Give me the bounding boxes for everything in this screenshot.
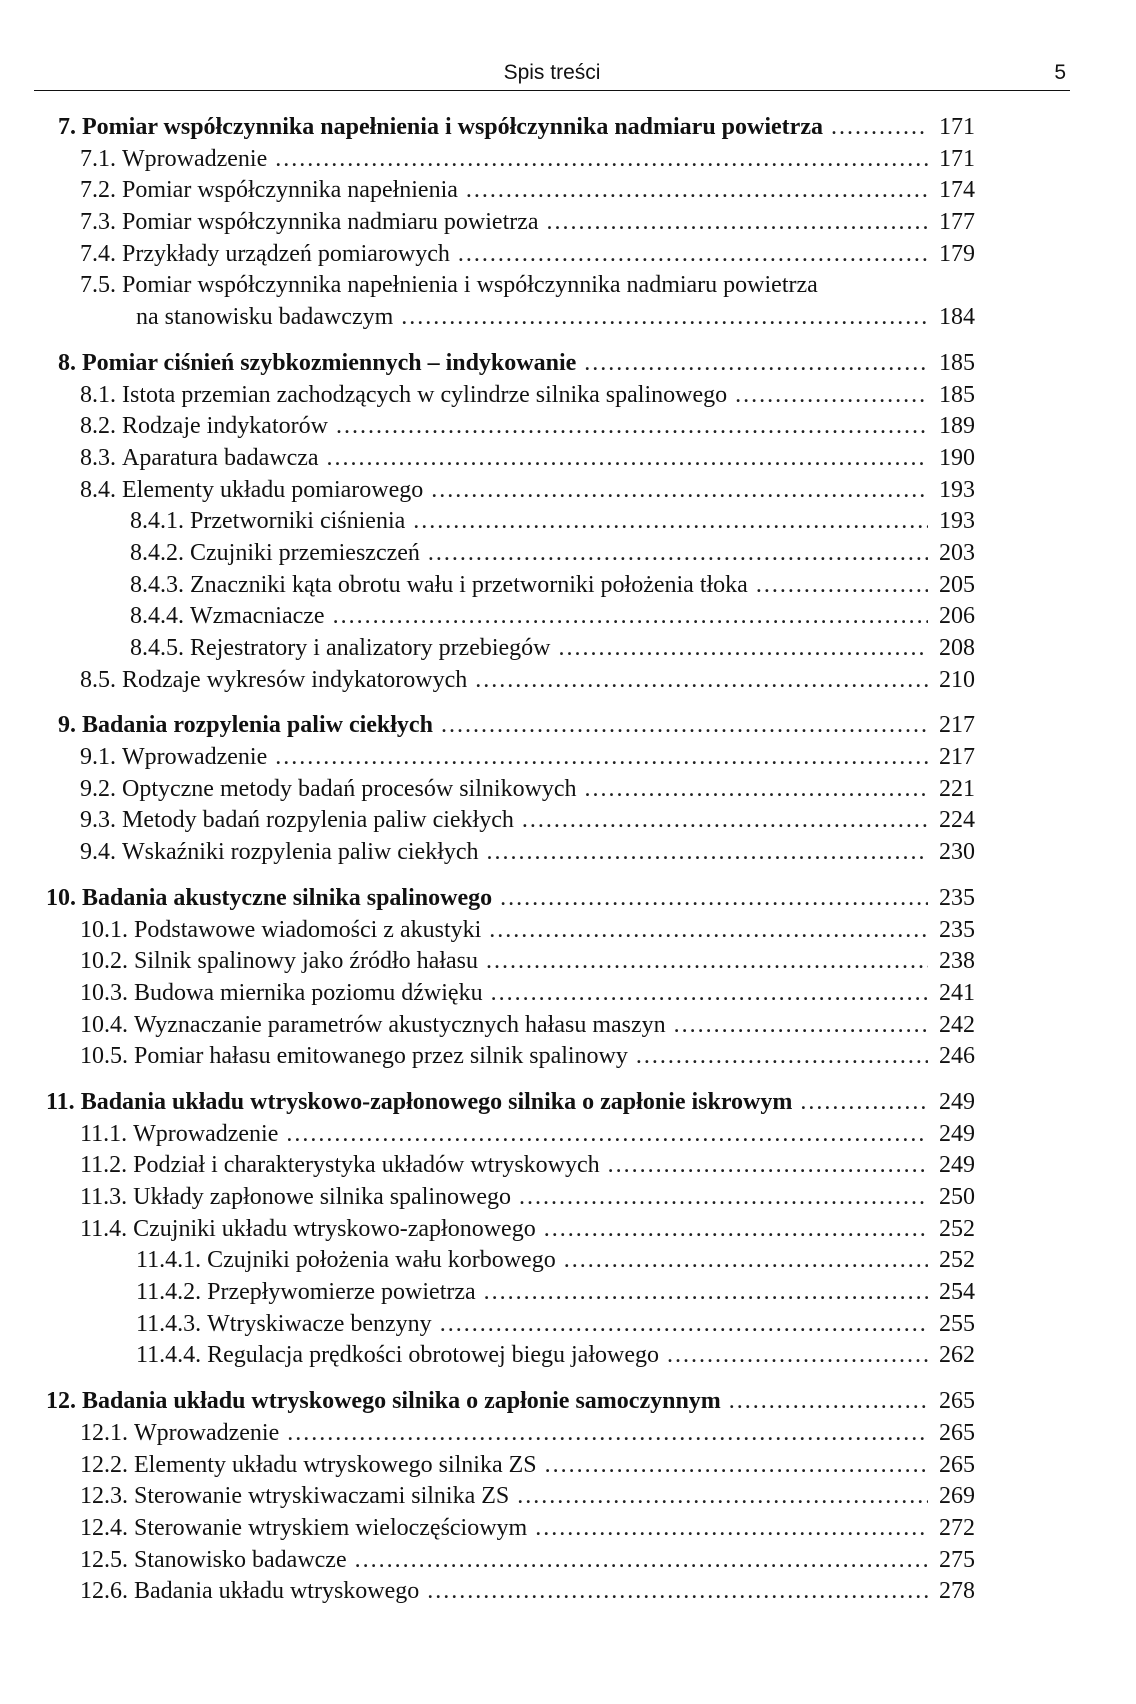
toc-entry-page: 230 xyxy=(939,839,975,866)
toc-section-entry xyxy=(0,1576,975,1608)
dot-leader xyxy=(475,665,928,697)
toc-entry-page: 210 xyxy=(939,666,975,693)
toc-entry-number: 8.4.2. xyxy=(130,539,184,566)
toc-entry-title: Stanowisko badawcze xyxy=(134,1546,347,1573)
toc-entry-number: 12. xyxy=(46,1388,76,1415)
toc-entry-page: 242 xyxy=(939,1011,975,1038)
toc-entry-page: 179 xyxy=(939,240,975,267)
toc-entry-page: 262 xyxy=(939,1342,975,1369)
toc-section-entry xyxy=(0,380,975,412)
toc-chapter-block xyxy=(0,348,1136,697)
toc-section-entry xyxy=(0,1041,975,1073)
toc-entry-number: 12.1. xyxy=(80,1419,128,1446)
toc-entry-page: 185 xyxy=(939,349,975,376)
toc-entry-page: 254 xyxy=(939,1279,975,1306)
toc-entry-page: 246 xyxy=(939,1043,975,1070)
toc-entry-number: 10.3. xyxy=(80,979,128,1006)
toc-entry-number: 7.4. xyxy=(80,240,116,267)
toc-chapter-entry xyxy=(0,1087,975,1119)
toc-entry-number: 7.5. xyxy=(80,272,116,299)
toc-entry-title: Pomiar współczynnika napełnienia xyxy=(122,177,458,204)
dot-leader xyxy=(431,475,928,507)
toc-entry-page: 177 xyxy=(939,209,975,236)
toc-section-entry xyxy=(0,1119,975,1151)
toc-entry-number: 10.1. xyxy=(80,916,128,943)
toc-entry-title: Wyznaczanie parametrów akustycznych hałasu maszyn xyxy=(134,1011,666,1038)
toc-entry-page: 224 xyxy=(939,807,975,834)
toc-entry-page: 241 xyxy=(939,979,975,1006)
toc-entry-title: Wprowadzenie xyxy=(134,1419,280,1446)
toc-entry-page: 249 xyxy=(939,1152,975,1179)
toc-section-entry xyxy=(0,443,975,475)
toc-section-entry xyxy=(0,239,975,271)
toc-section-entry xyxy=(0,175,975,207)
toc-entry-number: 12.5. xyxy=(80,1546,128,1573)
header-title: Spis treści xyxy=(503,61,601,84)
toc-entry-number: 7.3. xyxy=(80,209,116,236)
toc-chapter-entry xyxy=(0,1386,975,1418)
dot-leader xyxy=(544,1214,928,1246)
toc-entry-title: Silnik spalinowy jako źródło hałasu xyxy=(134,948,478,975)
dot-leader xyxy=(584,348,928,380)
dot-leader xyxy=(545,1450,928,1482)
toc-section-entry xyxy=(0,1418,975,1450)
toc-section-entry xyxy=(0,601,975,633)
toc-section-entry xyxy=(0,1545,975,1577)
toc-entry-page: 193 xyxy=(939,508,975,535)
toc-entry-number: 8.4.5. xyxy=(130,635,184,661)
dot-leader xyxy=(636,1041,928,1073)
toc-entry-page: 206 xyxy=(939,603,975,630)
toc-entry-number: 9.2. xyxy=(80,775,116,802)
toc-entry-title: Metody badań rozpylenia paliw ciekłych xyxy=(122,807,514,834)
toc-entry-title: Badania układu wtryskowo-zapłonowego silnika o zapłonie iskrowym xyxy=(80,1088,793,1115)
dot-leader xyxy=(484,1277,928,1309)
toc-chapter-block xyxy=(0,883,1136,1073)
toc-entry-number: 7.2. xyxy=(80,177,116,204)
dot-leader xyxy=(489,915,928,947)
toc-entry-page: 184 xyxy=(939,304,975,331)
dot-leader xyxy=(800,1087,928,1119)
toc-entry-page: 190 xyxy=(939,444,975,471)
dot-leader xyxy=(564,1245,928,1277)
toc-section-entry xyxy=(0,475,975,507)
toc-section-entry xyxy=(0,946,975,978)
toc-entry-number: 12.4. xyxy=(80,1514,128,1541)
toc-entry-number: 9.3. xyxy=(80,807,116,834)
toc-entry-title: Pomiar współczynnika napełnienia i współczynnika nadmiaru powietrza xyxy=(122,272,818,299)
dot-leader xyxy=(287,1418,928,1450)
toc-entry-number: 9.1. xyxy=(80,744,116,771)
toc-section-entry xyxy=(0,915,975,947)
dot-leader xyxy=(487,837,928,869)
toc-entry-title: Pomiar współczynnika nadmiaru powietrza xyxy=(122,209,539,236)
toc-entry-number: 8.4.3. xyxy=(130,571,184,598)
toc-entry-title: Znaczniki kąta obrotu wału i przetworniki położenia tłoka xyxy=(190,571,748,598)
dot-leader xyxy=(458,239,928,271)
toc-entry-number: 10.4. xyxy=(80,1011,128,1038)
toc-chapter-block xyxy=(0,710,1136,868)
toc-section-entry xyxy=(0,1450,975,1482)
toc-entry-page: 189 xyxy=(939,413,975,440)
toc-section-entry xyxy=(0,207,975,239)
dot-leader xyxy=(831,112,928,144)
toc-section-entry xyxy=(0,1481,975,1513)
dot-leader xyxy=(517,1481,928,1513)
toc-entry-number: 10. xyxy=(46,884,76,911)
toc-entry-title: Wprowadzenie xyxy=(133,1120,279,1147)
toc-entry-page: 265 xyxy=(939,1388,975,1415)
toc-entry-number: 8.4.4. xyxy=(130,603,184,630)
toc-chapter-block xyxy=(0,1087,1136,1372)
toc-entry-page: 171 xyxy=(939,145,975,172)
toc-entry-title: Wskaźniki rozpylenia paliw ciekłych xyxy=(122,839,479,866)
toc-entry-number: 11.4.1. xyxy=(136,1247,202,1274)
toc-entry-title: Aparatura badawcza xyxy=(122,444,319,471)
toc-section-entry xyxy=(0,506,975,538)
toc-entry-title: Czujniki położenia wału korbowego xyxy=(207,1247,556,1274)
toc-entry-page: 174 xyxy=(939,177,975,204)
dot-leader xyxy=(428,538,928,570)
toc-entry-title: Sterowanie wtryskiem wieloczęściowym xyxy=(134,1514,528,1541)
toc-chapter-entry xyxy=(0,348,975,380)
toc-chapter-entry xyxy=(0,710,975,742)
toc-section-entry xyxy=(0,1214,975,1246)
toc-section-entry xyxy=(0,633,975,665)
toc-section-entry xyxy=(0,665,975,697)
toc-entry-title: Wprowadzenie xyxy=(122,744,268,771)
toc-entry-page: 208 xyxy=(939,635,975,661)
dot-leader xyxy=(729,1386,928,1418)
toc-entry-number: 10.2. xyxy=(80,948,128,975)
toc-entry-number: 11.3. xyxy=(80,1184,128,1210)
toc-entry-title: Pomiar współczynnika napełnienia i współczynnika nadmiaru powietrza xyxy=(82,114,823,140)
toc-entry-title: Pomiar ciśnień szybkozmiennych – indykowanie xyxy=(82,349,577,376)
toc-section-entry xyxy=(0,978,975,1010)
dot-leader xyxy=(441,710,928,742)
toc-entry-title: Sterowanie wtryskiwaczami silnika ZS xyxy=(134,1483,510,1510)
toc-entry-title: Regulacja prędkości obrotowej biegu jałowego xyxy=(207,1342,659,1369)
toc-entry-title: Pomiar hałasu emitowanego przez silnik spalinowy xyxy=(134,1043,628,1070)
toc-chapter-block xyxy=(0,1386,1136,1608)
toc-chapter-block xyxy=(0,112,1136,334)
toc-entry-title: Wzmacniacze xyxy=(190,603,325,630)
toc-entry-title: Czujniki układu wtryskowo-zapłonowego xyxy=(133,1215,536,1242)
toc-section-entry xyxy=(0,805,975,837)
toc-chapter-entry xyxy=(0,112,975,144)
toc-entry-number: 11.4.3. xyxy=(136,1310,202,1337)
dot-leader xyxy=(519,1182,928,1214)
toc-entry-page: 238 xyxy=(939,948,975,975)
toc-entry-page: 205 xyxy=(939,571,975,598)
table-of-contents xyxy=(0,112,1136,1622)
toc-entry-number: 8.4. xyxy=(80,476,116,503)
toc-section-entry xyxy=(0,570,975,602)
toc-section-entry xyxy=(0,1245,975,1277)
toc-entry-title: Rejestratory i analizatory przebiegów xyxy=(190,635,551,661)
toc-entry-number: 8.4.1. xyxy=(130,508,184,535)
dot-leader xyxy=(466,175,928,207)
dot-leader xyxy=(427,1576,928,1608)
toc-entry-number: 11.4. xyxy=(80,1215,128,1242)
toc-entry-number: 11.4.2. xyxy=(136,1279,202,1306)
dot-leader xyxy=(401,302,928,334)
toc-entry-number: 8.3. xyxy=(80,444,116,471)
toc-entry-title: Wtryskiwacze benzyny xyxy=(207,1310,432,1337)
toc-entry-title: Układy zapłonowe silnika spalinowego xyxy=(133,1184,512,1210)
toc-entry-title: Badania układu wtryskowego silnika o zapłonie samoczynnym xyxy=(82,1388,721,1415)
dot-leader xyxy=(275,144,928,176)
toc-entry-continuation xyxy=(0,302,975,334)
toc-entry-page: 235 xyxy=(939,916,975,943)
toc-entry-title: Badania akustyczne silnika spalinowego xyxy=(82,884,493,911)
toc-entry-number: 7.1. xyxy=(80,145,116,172)
toc-entry-page: 217 xyxy=(939,744,975,771)
toc-section-entry xyxy=(0,742,975,774)
toc-entry-title: Wprowadzenie xyxy=(122,145,268,172)
header-page-number: 5 xyxy=(1054,61,1066,84)
toc-entry-page: 235 xyxy=(939,884,975,911)
toc-entry-number: 11.2. xyxy=(80,1152,128,1179)
dot-leader xyxy=(275,742,928,774)
toc-section-entry xyxy=(0,1309,975,1341)
toc-entry-page: 275 xyxy=(939,1546,975,1573)
toc-entry-page: 265 xyxy=(939,1451,975,1478)
toc-entry-page: 217 xyxy=(939,712,975,739)
toc-entry-title: Przepływomierze powietrza xyxy=(207,1279,476,1306)
toc-entry-number: 8.1. xyxy=(80,381,116,408)
toc-entry-title: Przykłady urządzeń pomiarowych xyxy=(122,240,450,267)
toc-section-entry xyxy=(0,1340,975,1372)
dot-leader xyxy=(674,1010,928,1042)
toc-entry-page: 193 xyxy=(939,476,975,503)
dot-leader xyxy=(522,805,928,837)
toc-entry-number: 12.2. xyxy=(80,1451,128,1478)
toc-entry-page: 252 xyxy=(939,1247,975,1274)
toc-entry-number: 11. xyxy=(46,1088,75,1115)
dot-leader xyxy=(735,380,928,412)
toc-entry-title: Rodzaje wykresów indykatorowych xyxy=(122,666,468,693)
toc-entry-number: 12.3. xyxy=(80,1483,128,1510)
dot-leader xyxy=(667,1340,928,1372)
toc-entry-number: 8. xyxy=(58,349,76,376)
toc-section-entry xyxy=(0,1010,975,1042)
dot-leader xyxy=(535,1513,928,1545)
toc-entry-title: Rodzaje indykatorów xyxy=(122,413,328,440)
toc-entry-title: Podstawowe wiadomości z akustyki xyxy=(134,916,482,943)
dot-leader xyxy=(608,1150,928,1182)
dot-leader xyxy=(440,1309,928,1341)
toc-entry-page: 269 xyxy=(939,1483,975,1510)
dot-leader xyxy=(333,601,928,633)
dot-leader xyxy=(559,633,928,665)
toc-entry-number: 12.6. xyxy=(80,1578,128,1605)
toc-section-entry xyxy=(0,1277,975,1309)
toc-section-entry xyxy=(0,270,975,302)
toc-entry-page: 185 xyxy=(939,381,975,408)
toc-section-entry xyxy=(0,1513,975,1545)
toc-entry-title: Elementy układu wtryskowego silnika ZS xyxy=(134,1451,537,1478)
toc-entry-page: 272 xyxy=(939,1514,975,1541)
toc-entry-page: 221 xyxy=(939,775,975,802)
dot-leader xyxy=(547,207,928,239)
toc-entry-page: 249 xyxy=(939,1120,975,1147)
running-header xyxy=(34,56,1070,91)
toc-entry-title-continued: na stanowisku badawczym xyxy=(136,304,394,331)
toc-entry-page: 250 xyxy=(939,1184,975,1210)
toc-entry-title: Podział i charakterystyka układów wtryskowych xyxy=(133,1152,600,1179)
toc-section-entry xyxy=(0,538,975,570)
toc-section-entry xyxy=(0,774,975,806)
toc-section-entry xyxy=(0,837,975,869)
toc-entry-title: Czujniki przemieszczeń xyxy=(190,539,420,566)
toc-entry-number: 11.4.4. xyxy=(136,1342,202,1369)
toc-entry-page: 203 xyxy=(939,539,975,566)
toc-entry-number: 8.2. xyxy=(80,413,116,440)
dot-leader xyxy=(327,443,928,475)
toc-entry-number: 8.5. xyxy=(80,666,116,693)
dot-leader xyxy=(756,570,928,602)
toc-chapter-entry xyxy=(0,883,975,915)
toc-entry-number: 9.4. xyxy=(80,839,116,866)
toc-entry-title: Przetworniki ciśnienia xyxy=(190,508,406,535)
toc-entry-page: 255 xyxy=(939,1310,975,1337)
toc-entry-page: 252 xyxy=(939,1215,975,1242)
dot-leader xyxy=(336,411,928,443)
dot-leader xyxy=(413,506,928,538)
dot-leader xyxy=(486,946,928,978)
toc-entry-title: Badania rozpylenia paliw ciekłych xyxy=(82,712,433,739)
toc-section-entry xyxy=(0,1182,975,1214)
toc-section-entry xyxy=(0,1150,975,1182)
toc-entry-number: 9. xyxy=(58,712,76,739)
toc-entry-number: 11.1. xyxy=(80,1120,128,1147)
toc-entry-title: Budowa miernika poziomu dźwięku xyxy=(134,979,483,1006)
toc-entry-page: 278 xyxy=(939,1578,975,1605)
toc-entry-page: 265 xyxy=(939,1419,975,1446)
toc-entry-number: 7. xyxy=(58,114,76,140)
dot-leader xyxy=(286,1119,928,1151)
toc-section-entry xyxy=(0,144,975,176)
toc-entry-title: Elementy układu pomiarowego xyxy=(122,476,424,503)
toc-entry-title: Istota przemian zachodzących w cylindrze silnika spalinowego xyxy=(122,381,728,408)
dot-leader xyxy=(491,978,928,1010)
toc-section-entry xyxy=(0,411,975,443)
dot-leader xyxy=(500,883,928,915)
toc-entry-number: 10.5. xyxy=(80,1043,128,1070)
toc-entry-title: Badania układu wtryskowego xyxy=(134,1578,420,1605)
toc-entry-page: 171 xyxy=(939,114,975,140)
toc-entry-title: Optyczne metody badań procesów silnikowych xyxy=(122,775,577,802)
toc-entry-page: 249 xyxy=(939,1088,975,1115)
dot-leader xyxy=(585,774,928,806)
dot-leader xyxy=(355,1545,928,1577)
